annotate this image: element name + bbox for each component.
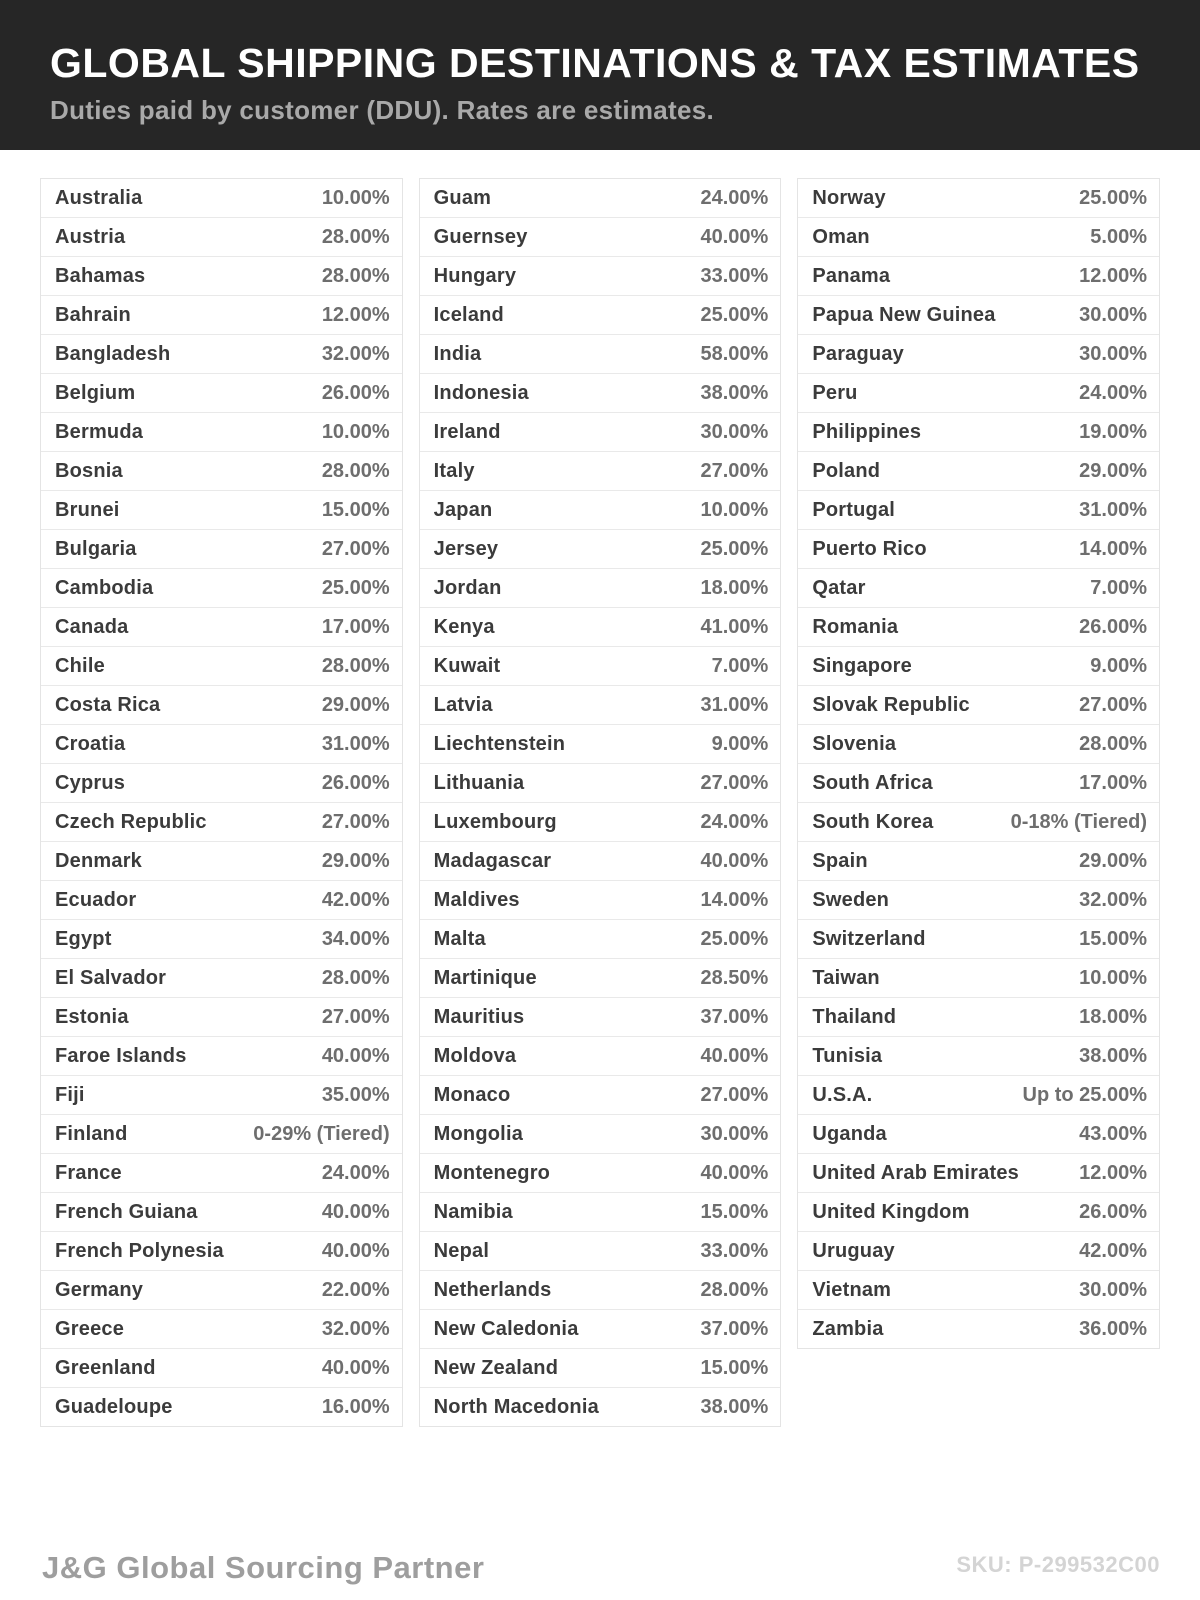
tax-rate: 10.00% [321,186,390,209]
tax-rate: 31.00% [321,732,390,755]
tax-rate: 27.00% [1079,693,1147,716]
country-name: New Caledonia [433,1317,579,1340]
footer [0,1550,1200,1600]
tax-rate: 25.00% [700,927,769,950]
country-name: Bangladesh [55,342,171,365]
country-name: Oman [812,225,870,248]
country-name: Sweden [812,888,890,911]
table-row [798,256,1159,295]
table-row [41,802,402,841]
table-row [798,1309,1159,1348]
table-row [420,958,781,997]
table-row [420,295,781,334]
tax-rate: 14.00% [1079,537,1147,560]
table-row [420,1075,781,1114]
table-row [420,919,781,958]
tax-rate: 42.00% [1079,1239,1147,1262]
tax-rate: 15.00% [700,1200,769,1223]
table-row [41,568,402,607]
tax-rate: 28.00% [321,654,390,677]
country-name: Denmark [55,849,142,872]
tax-rate: 27.00% [700,1083,769,1106]
tax-rate: 30.00% [700,1122,769,1145]
tax-rate: 16.00% [321,1395,390,1418]
country-name: Brunei [55,498,120,521]
tax-rate: Up to 25.00% [1022,1083,1147,1106]
tax-rate: 40.00% [700,849,769,872]
country-name: Uganda [812,1122,887,1145]
tax-rate: 31.00% [1079,498,1147,521]
table-row [420,529,781,568]
table-row [41,646,402,685]
tax-rate: 10.00% [321,420,390,443]
table-row [798,646,1159,685]
table-row [41,529,402,568]
table-column-2 [419,178,782,1427]
country-name: South Korea [812,810,934,833]
country-name: Canada [55,615,129,638]
country-name: Moldova [433,1044,517,1067]
tax-rate: 9.00% [711,732,769,755]
tax-rate: 24.00% [1079,381,1147,404]
table-row [420,568,781,607]
table-row [41,685,402,724]
tax-rate: 40.00% [700,225,769,248]
table-row [41,1387,402,1426]
country-name: French Guiana [55,1200,198,1223]
tax-rate: 30.00% [1079,303,1147,326]
table-row [41,607,402,646]
country-name: Estonia [55,1005,129,1028]
country-name: Paraguay [812,342,904,365]
country-name: Ecuador [55,888,137,911]
tax-rate: 40.00% [321,1356,390,1379]
tax-rate: 58.00% [700,342,769,365]
table-column-1 [40,178,403,1427]
tax-rate: 38.00% [700,1395,769,1418]
country-name: El Salvador [55,966,167,989]
tax-rate: 40.00% [321,1044,390,1067]
table-row [41,880,402,919]
tax-rate: 36.00% [1079,1317,1147,1340]
table-row [798,373,1159,412]
country-name: Madagascar [433,849,552,872]
table-row [420,1036,781,1075]
tax-rate: 24.00% [700,186,769,209]
table-row [798,685,1159,724]
table-row [41,1192,402,1231]
table-row [41,1153,402,1192]
table-row [420,490,781,529]
country-name: Czech Republic [55,810,207,833]
tax-rate: 5.00% [1090,225,1147,248]
country-name: Lithuania [433,771,525,794]
table-row [420,607,781,646]
table-row [798,529,1159,568]
table-row [798,919,1159,958]
tax-rate: 18.00% [1079,1005,1147,1028]
tax-rate: 10.00% [1079,966,1147,989]
table-row [41,1036,402,1075]
table-row [798,1192,1159,1231]
table-row [420,724,781,763]
country-name: Japan [433,498,493,521]
tax-rate: 25.00% [321,576,390,599]
table-row [420,373,781,412]
country-name: Guadeloupe [55,1395,173,1418]
tax-rate: 26.00% [1079,1200,1147,1223]
tax-rate: 7.00% [711,654,769,677]
country-name: Greenland [55,1356,156,1379]
table-row [41,451,402,490]
country-name: Taiwan [812,966,880,989]
country-name: Liechtenstein [433,732,566,755]
tax-rate: 43.00% [1079,1122,1147,1145]
table-row [41,724,402,763]
tax-rate: 0-18% (Tiered) [1010,810,1147,833]
table-row [420,451,781,490]
table-row [798,490,1159,529]
tax-rate: 33.00% [700,264,769,287]
tax-rate: 25.00% [1079,186,1147,209]
country-name: Peru [812,381,858,404]
tax-rate: 26.00% [321,381,390,404]
table-row [798,997,1159,1036]
tax-rate: 28.50% [700,966,769,989]
table-row [420,997,781,1036]
table-row [41,1270,402,1309]
tax-rate: 24.00% [321,1161,390,1184]
tax-rate: 0-29% (Tiered) [253,1122,390,1145]
country-name: Thailand [812,1005,897,1028]
table-row [420,1114,781,1153]
country-name: Kuwait [433,654,501,677]
tax-rate: 27.00% [321,810,390,833]
country-name: Luxembourg [433,810,557,833]
table-row [41,256,402,295]
country-name: France [55,1161,122,1184]
country-name: Puerto Rico [812,537,927,560]
table-row [798,880,1159,919]
table-row [420,1387,781,1426]
country-name: Romania [812,615,899,638]
country-name: Vietnam [812,1278,892,1301]
tax-rate: 27.00% [321,537,390,560]
country-name: Croatia [55,732,126,755]
country-name: Austria [55,225,126,248]
country-name: Cambodia [55,576,154,599]
tax-rate: 37.00% [700,1005,769,1028]
table-row [41,1114,402,1153]
tax-rate: 26.00% [321,771,390,794]
country-name: India [433,342,482,365]
tax-rate: 41.00% [700,615,769,638]
tax-rate: 14.00% [700,888,769,911]
tax-rate: 27.00% [700,771,769,794]
tax-rate: 12.00% [321,303,390,326]
country-name: Slovak Republic [812,693,970,716]
table-row [798,802,1159,841]
tax-rate: 10.00% [700,498,769,521]
country-name: Nepal [433,1239,490,1262]
country-name: Costa Rica [55,693,161,716]
table-row [41,217,402,256]
table-row [41,841,402,880]
country-name: Bulgaria [55,537,137,560]
tax-rate: 15.00% [700,1356,769,1379]
tax-rate: 12.00% [1079,1161,1147,1184]
table-column-3 [797,178,1160,1349]
country-name: Monaco [433,1083,511,1106]
country-name: Singapore [812,654,912,677]
tax-rate: 17.00% [321,615,390,638]
tax-rate: 17.00% [1079,771,1147,794]
tax-rate: 25.00% [700,537,769,560]
table-row [41,997,402,1036]
country-name: Uruguay [812,1239,895,1262]
tax-rate: 19.00% [1079,420,1147,443]
country-name: Cyprus [55,771,126,794]
table-row [420,685,781,724]
tax-rate: 30.00% [1079,1278,1147,1301]
country-name: Greece [55,1317,125,1340]
table-row [798,607,1159,646]
country-name: Namibia [433,1200,513,1223]
country-name: Tunisia [812,1044,883,1067]
tax-rate: 40.00% [321,1200,390,1223]
country-name: Fiji [55,1083,85,1106]
tax-rate: 38.00% [700,381,769,404]
table-row [420,1348,781,1387]
country-name: Guam [433,186,492,209]
table-row [798,1114,1159,1153]
country-name: Italy [433,459,475,482]
table-row [41,1348,402,1387]
table-row [798,1075,1159,1114]
table-row [420,334,781,373]
tax-rate: 9.00% [1090,654,1147,677]
country-name: Belgium [55,381,136,404]
table-row [798,295,1159,334]
table-row [420,763,781,802]
country-name: Maldives [433,888,520,911]
country-name: Montenegro [433,1161,551,1184]
table-row [41,1231,402,1270]
country-name: Poland [812,459,881,482]
tax-rate: 38.00% [1079,1044,1147,1067]
tax-rate: 32.00% [321,342,390,365]
table-row [798,1231,1159,1270]
tax-rate: 22.00% [321,1278,390,1301]
table-row [420,179,781,217]
country-name: Indonesia [433,381,529,404]
country-name: Bahamas [55,264,146,287]
table-row [41,334,402,373]
country-name: Kenya [433,615,495,638]
country-name: Martinique [433,966,537,989]
table-row [420,1270,781,1309]
country-name: South Africa [812,771,933,794]
tax-rate: 28.00% [321,966,390,989]
tax-rate: 28.00% [1079,732,1147,755]
table-row [420,1231,781,1270]
tax-rate: 42.00% [321,888,390,911]
country-name: Malta [433,927,486,950]
country-name: Egypt [55,927,112,950]
tax-rate: 18.00% [700,576,769,599]
country-name: Portugal [812,498,896,521]
tax-rate: 25.00% [700,303,769,326]
tax-rate: 28.00% [321,264,390,287]
country-name: United Kingdom [812,1200,970,1223]
tax-rate: 37.00% [700,1317,769,1340]
tax-rate: 40.00% [700,1161,769,1184]
table-row [798,1270,1159,1309]
country-name: Australia [55,186,143,209]
country-name: Iceland [433,303,504,326]
country-name: Spain [812,849,868,872]
country-name: Philippines [812,420,922,443]
table-row [798,1153,1159,1192]
country-name: Guernsey [433,225,528,248]
country-name: U.S.A. [812,1083,873,1106]
tax-rate: 40.00% [321,1239,390,1262]
table-row [798,841,1159,880]
header-banner [0,0,1200,150]
table-row [798,451,1159,490]
country-name: Chile [55,654,105,677]
tax-rate: 7.00% [1090,576,1147,599]
page-title: GLOBAL SHIPPING DESTINATIONS & TAX ESTIMATES [50,40,1140,86]
table-row [420,841,781,880]
table-row [798,179,1159,217]
tax-rate: 28.00% [321,225,390,248]
tax-rate: 40.00% [700,1044,769,1067]
table-row [420,1192,781,1231]
country-name: Jordan [433,576,502,599]
tax-rate: 12.00% [1079,264,1147,287]
table-row [41,295,402,334]
tax-rate: 28.00% [321,459,390,482]
tax-rate: 33.00% [700,1239,769,1262]
country-name: Papua New Guinea [812,303,996,326]
country-name: Panama [812,264,891,287]
country-name: Latvia [433,693,493,716]
table-row [420,802,781,841]
country-name: Finland [55,1122,128,1145]
table-row [420,217,781,256]
tax-rate: 15.00% [321,498,390,521]
country-name: Bosnia [55,459,123,482]
country-name: Qatar [812,576,866,599]
tax-rate: 29.00% [1079,849,1147,872]
table-row [41,490,402,529]
country-name: French Polynesia [55,1239,224,1262]
table-row [41,763,402,802]
country-name: Mauritius [433,1005,525,1028]
country-name: North Macedonia [433,1395,599,1418]
country-name: Bahrain [55,303,131,326]
country-name: Slovenia [812,732,897,755]
country-name: Zambia [812,1317,884,1340]
brand-name: J&G Global Sourcing Partner [42,1550,485,1585]
country-name: Switzerland [812,927,926,950]
country-name: United Arab Emirates [812,1161,1019,1184]
table-row [798,217,1159,256]
country-name: Germany [55,1278,144,1301]
country-name: Jersey [433,537,499,560]
table-row [420,880,781,919]
tax-rate: 32.00% [1079,888,1147,911]
table-row [41,373,402,412]
table-row [420,1153,781,1192]
country-name: Bermuda [55,420,144,443]
country-name: Faroe Islands [55,1044,187,1067]
table-row [798,724,1159,763]
table-row [798,568,1159,607]
tax-rate: 28.00% [700,1278,769,1301]
sku-label: SKU: P-299532C00 [956,1552,1160,1577]
tax-rate: 30.00% [700,420,769,443]
country-name: Hungary [433,264,517,287]
table-row [41,179,402,217]
table-row [798,1036,1159,1075]
tax-rate: 29.00% [321,693,390,716]
table-row [798,763,1159,802]
table-row [41,1075,402,1114]
tax-rate: 26.00% [1079,615,1147,638]
table-row [798,412,1159,451]
tax-rate: 30.00% [1079,342,1147,365]
tax-rate-table [0,150,1200,1427]
country-name: Ireland [433,420,501,443]
tax-rate: 29.00% [1079,459,1147,482]
country-name: Mongolia [433,1122,524,1145]
tax-rate: 24.00% [700,810,769,833]
tax-rate: 29.00% [321,849,390,872]
table-row [41,958,402,997]
page-subtitle: Duties paid by customer (DDU). Rates are estimates. [50,95,715,126]
table-row [798,334,1159,373]
table-row [41,1309,402,1348]
table-row [41,412,402,451]
country-name: Norway [812,186,886,209]
tax-rate: 27.00% [321,1005,390,1028]
table-row [420,1309,781,1348]
tax-rate: 35.00% [321,1083,390,1106]
country-name: New Zealand [433,1356,559,1379]
tax-rate: 15.00% [1079,927,1147,950]
tax-rate: 32.00% [321,1317,390,1340]
country-name: Netherlands [433,1278,552,1301]
tax-rate: 34.00% [321,927,390,950]
table-row [798,958,1159,997]
table-row [420,412,781,451]
tax-rate: 31.00% [700,693,769,716]
table-row [420,646,781,685]
table-row [41,919,402,958]
table-row [420,256,781,295]
tax-rate: 27.00% [700,459,769,482]
